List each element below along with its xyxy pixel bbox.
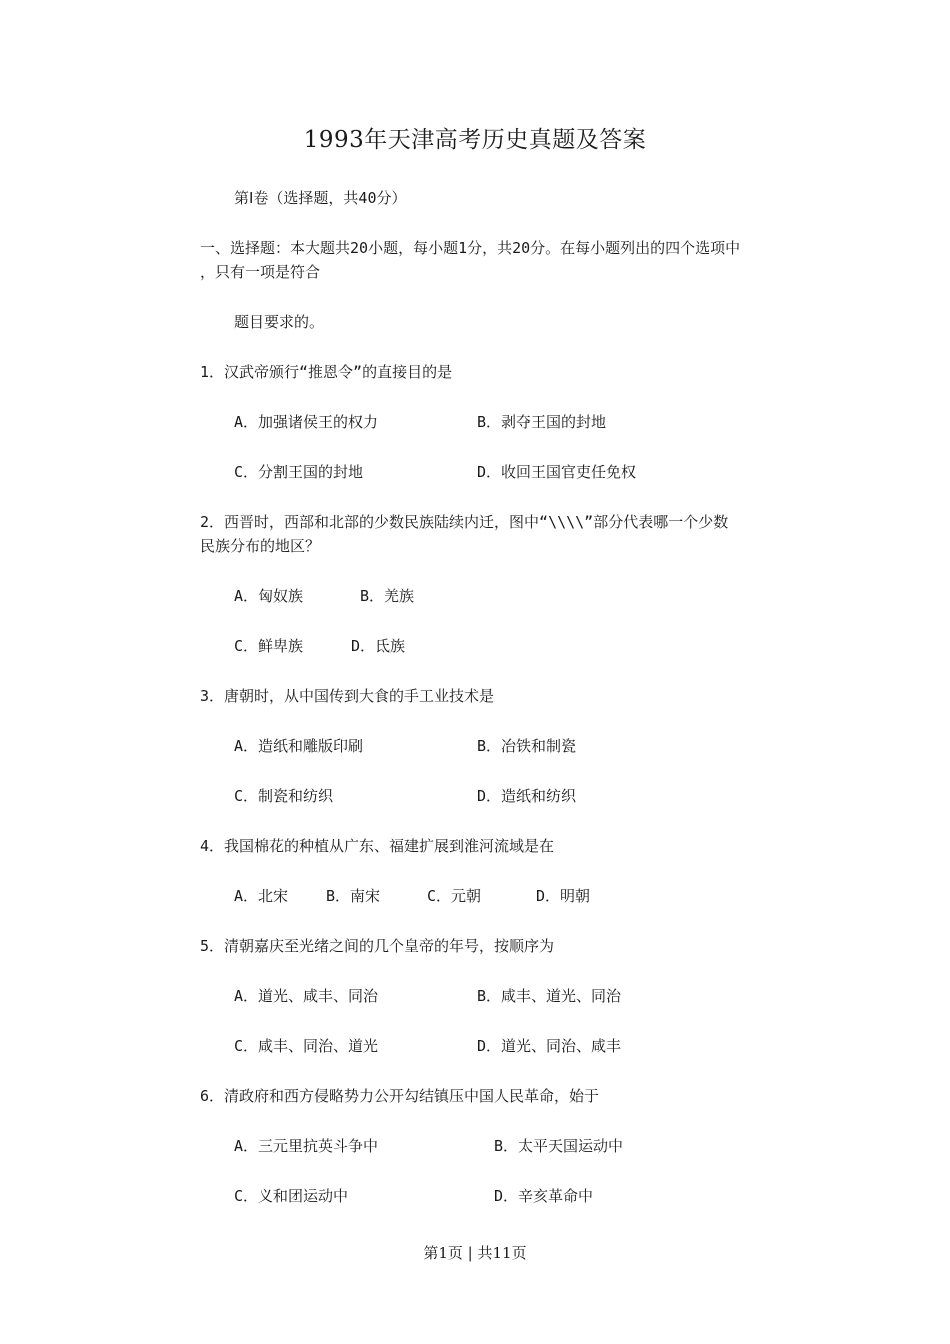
option-a: A．北宋 bbox=[234, 887, 289, 905]
question-6-options-row-1 bbox=[200, 1134, 800, 1158]
option-b: B．羌族 bbox=[360, 587, 415, 605]
section-heading: 第Ⅰ卷（选择题，共40分） bbox=[234, 189, 407, 207]
option-d: D．辛亥革命中 bbox=[494, 1187, 594, 1205]
option-d: D．造纸和纺织 bbox=[477, 787, 577, 805]
page-title: 1993年天津高考历史真题及答案 bbox=[303, 127, 647, 153]
option-c: C．分割王国的封地 bbox=[234, 463, 364, 481]
instructions-line-1: 一、选择题：本大题共20小题，每小题1分，共20分。在每小题列出的四个选项中 bbox=[200, 239, 741, 257]
option-d: D．收回王国官吏任免权 bbox=[477, 463, 637, 481]
option-c: C．制瓷和纺织 bbox=[234, 787, 334, 805]
question-1-options-row-2 bbox=[200, 460, 800, 484]
option-d: D．氐族 bbox=[351, 637, 406, 655]
option-a: A．三元里抗英斗争中 bbox=[234, 1137, 379, 1155]
option-a: A．加强诸侯王的权力 bbox=[234, 413, 379, 431]
question-6-stem: 6．清政府和西方侵略势力公开勾结镇压中国人民革命，始于 bbox=[200, 1087, 600, 1105]
option-d: D．道光、同治、咸丰 bbox=[477, 1037, 622, 1055]
document-body bbox=[200, 186, 800, 1208]
question-4-options-row bbox=[200, 884, 800, 908]
option-c: C．鲜卑族 bbox=[234, 637, 304, 655]
question-6-options-row-2 bbox=[200, 1184, 800, 1208]
question-3-options-row-2 bbox=[200, 784, 800, 808]
question-3-stem: 3．唐朝时，从中国传到大食的手工业技术是 bbox=[200, 687, 495, 705]
option-b: B．咸丰、道光、同治 bbox=[477, 987, 622, 1005]
question-5-stem: 5．清朝嘉庆至光绪之间的几个皇帝的年号，按顺序为 bbox=[200, 937, 555, 955]
question-5-options-row-2 bbox=[200, 1034, 800, 1058]
option-a: A．匈奴族 bbox=[234, 587, 304, 605]
question-5-options-row-1 bbox=[200, 984, 800, 1008]
option-b: B．冶铁和制瓷 bbox=[477, 737, 577, 755]
instructions-line-3: 题目要求的。 bbox=[234, 313, 325, 331]
question-4-stem: 4．我国棉花的种植从广东、福建扩展到淮河流域是在 bbox=[200, 837, 555, 855]
option-d: D．明朝 bbox=[536, 887, 591, 905]
question-2-options-row-1 bbox=[200, 584, 800, 608]
option-c: C．义和团运动中 bbox=[234, 1187, 349, 1205]
question-3-options-row-1 bbox=[200, 734, 800, 758]
option-a: A．造纸和雕版印刷 bbox=[234, 737, 364, 755]
instructions-line-2: ，只有一项是符合 bbox=[200, 263, 321, 281]
question-2-options-row-2 bbox=[200, 634, 800, 658]
option-b: B．剥夺王国的封地 bbox=[477, 413, 607, 431]
option-b: B．太平天国运动中 bbox=[494, 1137, 624, 1155]
option-c: C．咸丰、同治、道光 bbox=[234, 1037, 379, 1055]
question-2-stem-line-2: 民族分布的地区？ bbox=[200, 537, 321, 555]
question-1-options-row-1 bbox=[200, 410, 800, 434]
option-c: C．元朝 bbox=[427, 887, 482, 905]
question-2-stem-line-1: 2．西晋时，西部和北部的少数民族陆续内迁，图中“\\\\”部分代表哪一个少数 bbox=[200, 513, 729, 531]
page-footer: 第1页 | 共11页 bbox=[423, 1244, 527, 1262]
option-b: B．南宋 bbox=[326, 887, 381, 905]
question-1-stem: 1．汉武帝颁行“推恩令”的直接目的是 bbox=[200, 363, 453, 381]
option-a: A．道光、咸丰、同治 bbox=[234, 987, 379, 1005]
